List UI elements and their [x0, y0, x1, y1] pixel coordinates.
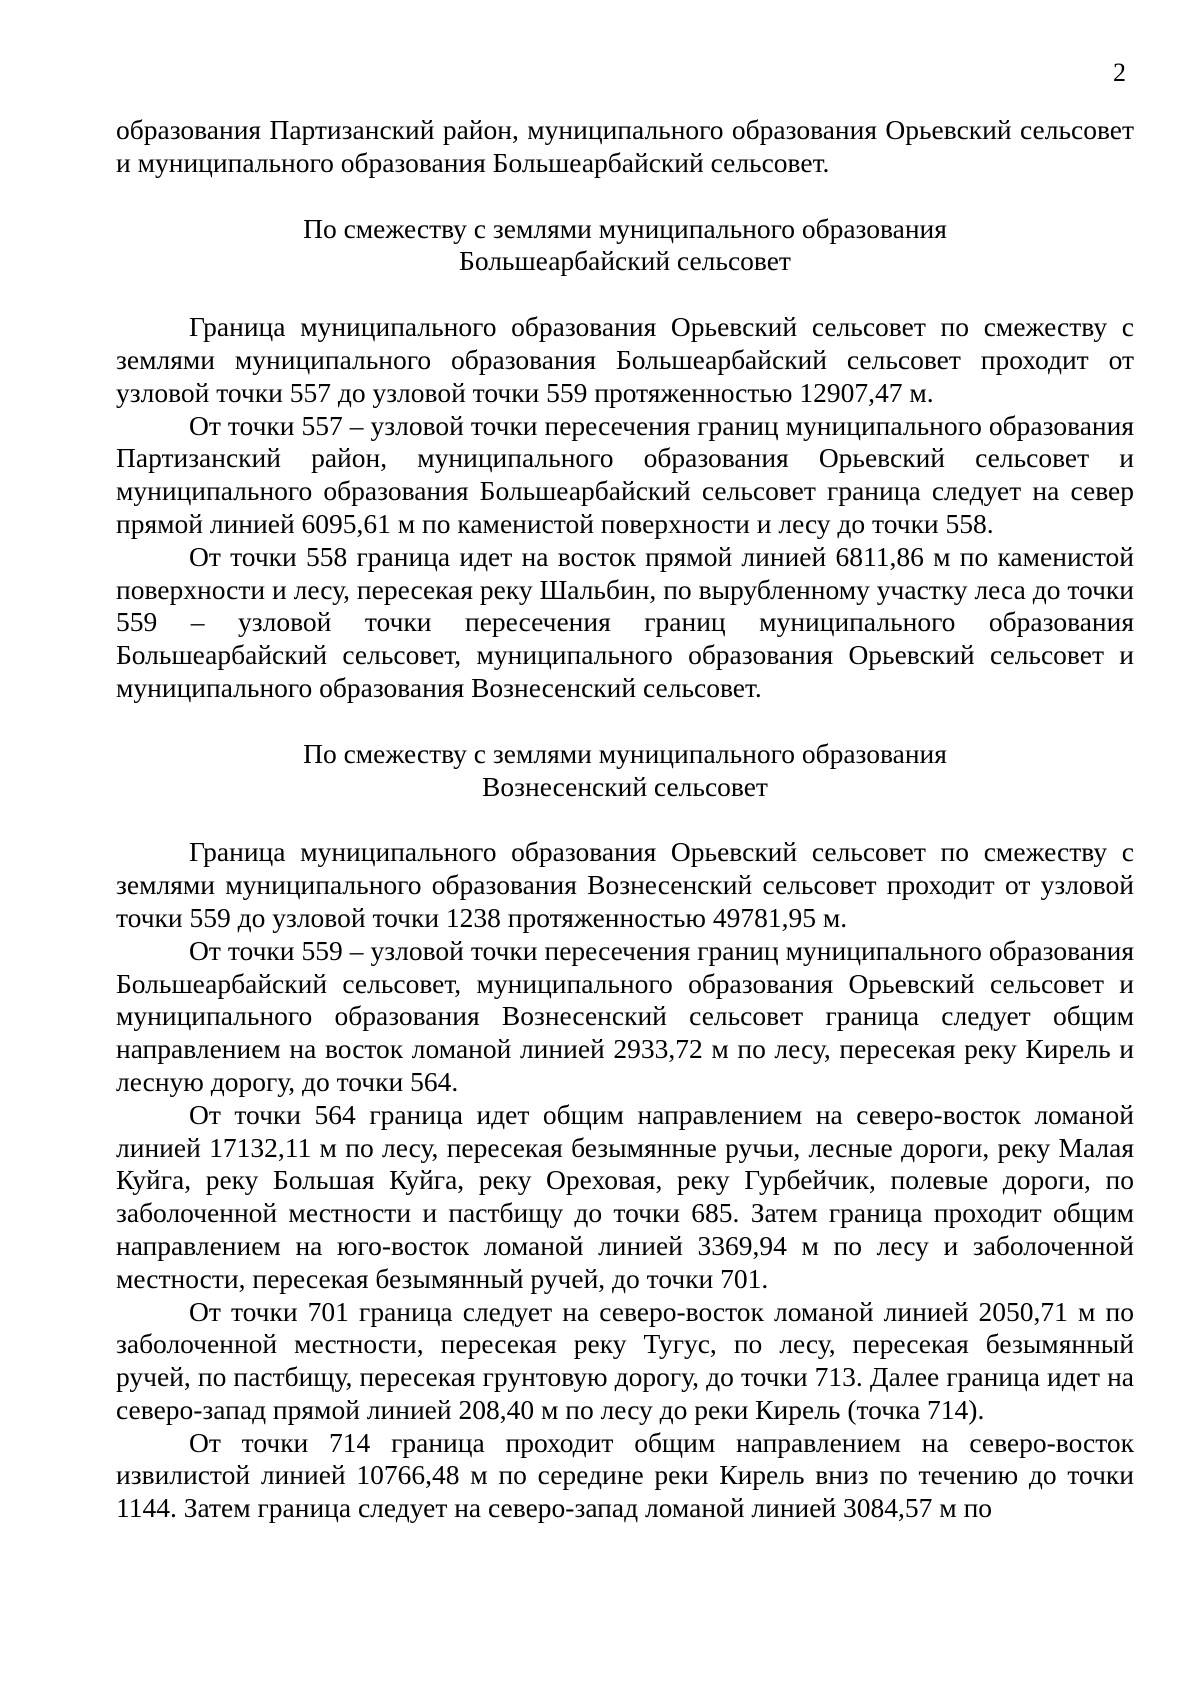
paragraph: От точки 559 – узловой точки пересечения границ муниципального образования Большеарбайский сельсовет, муниципального образования Орьевский сельсовет и муниципального образования Вознесенский сельсовет граница следует общим направлением на восток ломаной линией 2933,72 м по лесу, пересекая реку Кирель и лесную дорогу, до точки 564. [116, 934, 1134, 1097]
section-heading-line: Большеарбайский сельсовет [459, 245, 791, 277]
paragraph-continuation: образования Партизанский район, муниципального образования Орьевский сельсовет и муниципального образования Большеарбайский сельсовет. [116, 114, 1134, 178]
spacer [116, 803, 1134, 836]
spacer [116, 278, 1134, 311]
paragraph: От точки 558 граница идет на восток прямой линией 6811,86 м по каменистой поверхности и лесу, пересекая реку Шальбин, по вырубленному участку леса до точки 559 – узловой точки пересечения границ муниципального образования Большеарбайский сельсовет, муниципального образования Орьевский сельсовет и муниципального образования Вознесенский сельсовет. [116, 540, 1134, 703]
section-heading-line: Вознесенский сельсовет [482, 770, 768, 802]
paragraph: Граница муниципального образования Орьевский сельсовет по смежеству с землями муниципального образования Большеарбайский сельсовет проходит от узловой точки 557 до узловой точки 559 протяженностью 12907,47 м. [116, 311, 1134, 408]
document-body [116, 114, 1134, 1525]
page-number: 2 [1113, 58, 1126, 87]
spacer [116, 180, 1134, 213]
section-heading-line: По смежеству с землями муниципального образования [303, 737, 947, 769]
section-heading-bolshearbaisky [116, 213, 1134, 279]
paragraph: От точки 701 граница следует на северо-восток ломаной линией 2050,71 м по заболоченной местности, пересекая реку Тугус, по лесу, пересекая безымянный ручей, по пастбищу, пересекая грунтовую дорогу, до точки 713. Далее граница идет на северо-запад прямой линией 208,40 м по лесу до реки Кирель (точка 714). [116, 1295, 1134, 1425]
section-heading-line: По смежеству с землями муниципального образования [303, 212, 947, 244]
section-heading-voznesensky [116, 738, 1134, 804]
paragraph: От точки 714 граница проходит общим направлением на северо-восток извилистой линией 10766,48 м по середине реки Кирель вниз по течению до точки 1144. Затем граница следует на северо-запад ломаной линией 3084,57 м по [116, 1426, 1134, 1524]
paragraph: От точки 557 – узловой точки пересечения границ муниципального образования Партизанский район, муниципального образования Орьевский сельсовет и муниципального образования Большеарбайский сельсовет граница следует на север прямой линией 6095,61 м по каменистой поверхности и лесу до точки 558. [116, 409, 1134, 539]
paragraph: Граница муниципального образования Орьевский сельсовет по смежеству с землями муниципального образования Вознесенский сельсовет проходит от узловой точки 559 до узловой точки 1238 протяженностью 49781,95 м. [116, 836, 1134, 933]
paragraph: От точки 564 граница идет общим направлением на северо-восток ломаной линией 17132,11 м по лесу, пересекая безымянные ручьи, лесные дороги, реку Малая Куйга, реку Большая Куйга, реку Ореховая, реку Гурбейчик, полевые дороги, по заболоченной местности и пастбищу до точки 685. Затем граница проходит общим направлением на юго-восток ломаной линией 3369,94 м по лесу и заболоченной местности, пересекая безымянный ручей, до точки 701. [116, 1098, 1134, 1294]
spacer [116, 705, 1134, 738]
